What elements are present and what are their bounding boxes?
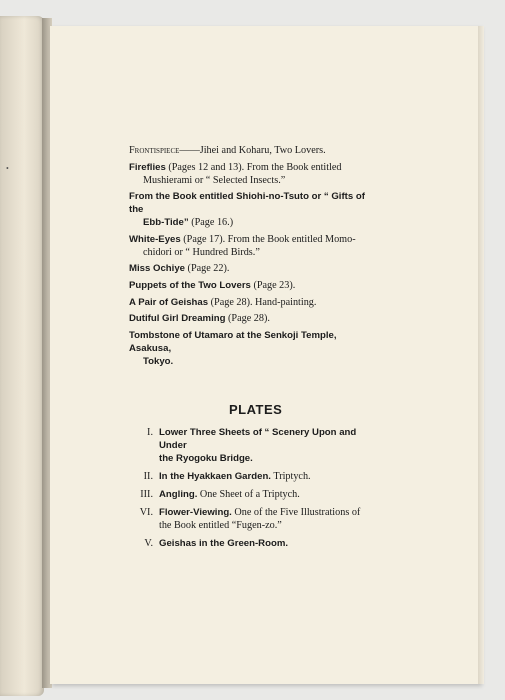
entry-title: Miss Ochiye [129,263,185,275]
page-mark: • [6,164,9,173]
entry-text: (Page 28). Hand-painting. [208,296,317,308]
list-item [129,296,369,309]
list-item [129,233,369,259]
illustrations-list [129,144,369,371]
plate-number: III. [140,489,153,500]
facing-page [0,16,44,696]
entry-title: Fireflies [129,161,166,173]
list-item [133,470,373,483]
entry-text: (Pages 12 and 13). From the Book entitled [165,161,342,173]
entry-title: From the Book entitled Shiohi-no-Tsuto or “ Gifts of the [129,191,365,216]
entry-continuation: (Page 16.) [188,217,234,229]
entry-text: (Page 28). [225,313,270,325]
entry-title-continuation: Tokyo. [143,355,174,367]
plate-continuation: the Book entitled “Fugen-zo.” [159,520,282,531]
plates-list [133,426,373,555]
plate-title: In the Hyakkaen Garden. [159,471,271,482]
entry-title: Puppets of the Two Lovers [129,279,251,291]
list-item [129,144,369,157]
entry-title: A Pair of Geishas [129,296,209,308]
plate-number: VI. [139,507,153,518]
page-edge [478,26,484,684]
entry-continuation: chidori or “ Hundred Birds.” [143,246,260,258]
plate-title: Flower-Viewing. [159,507,232,518]
entry-text: ——Jihei and Koharu, Two Lovers. [179,145,326,156]
list-item [129,312,369,325]
list-item [129,161,369,187]
plate-text: One of the Five Illustrations of [231,507,361,518]
entry-title-continuation: Ebb-Tide” [143,217,189,229]
plate-text: One Sheet of a Triptych. [197,489,300,500]
list-item [129,262,369,275]
list-item [133,488,373,501]
plates-heading: PLATES [229,402,283,417]
plate-title-continuation: the Ryogoku Bridge. [159,453,253,464]
plate-number: I. [147,427,153,438]
list-item [133,537,373,550]
entry-text: (Page 23). [250,279,296,291]
entry-title: Dutiful Girl Dreaming [129,313,226,325]
list-item [129,329,369,368]
list-item [129,279,369,292]
plate-title: Angling. [159,489,198,500]
entry-title: Tombstone of Utamaro at the Senkoji Temple, Asakusa, [129,329,337,354]
plate-title: Lower Three Sheets of “ Scenery Upon and Under [159,427,357,451]
plate-number: II. [143,471,153,482]
entry-title: White-Eyes [129,233,181,245]
list-item [133,426,373,465]
entry-lead: Frontispiece [129,145,180,156]
list-item [129,190,369,229]
plate-text: Triptych. [270,471,311,482]
plate-number: V. [144,538,153,549]
plate-title: Geishas in the Green-Room. [159,538,289,549]
entry-text: (Page 22). [185,263,230,275]
entry-text: (Page 17). From the Book entitled Momo- [180,233,356,245]
list-item [133,506,373,532]
entry-continuation: Mushierami or “ Selected Insects.” [143,174,286,186]
